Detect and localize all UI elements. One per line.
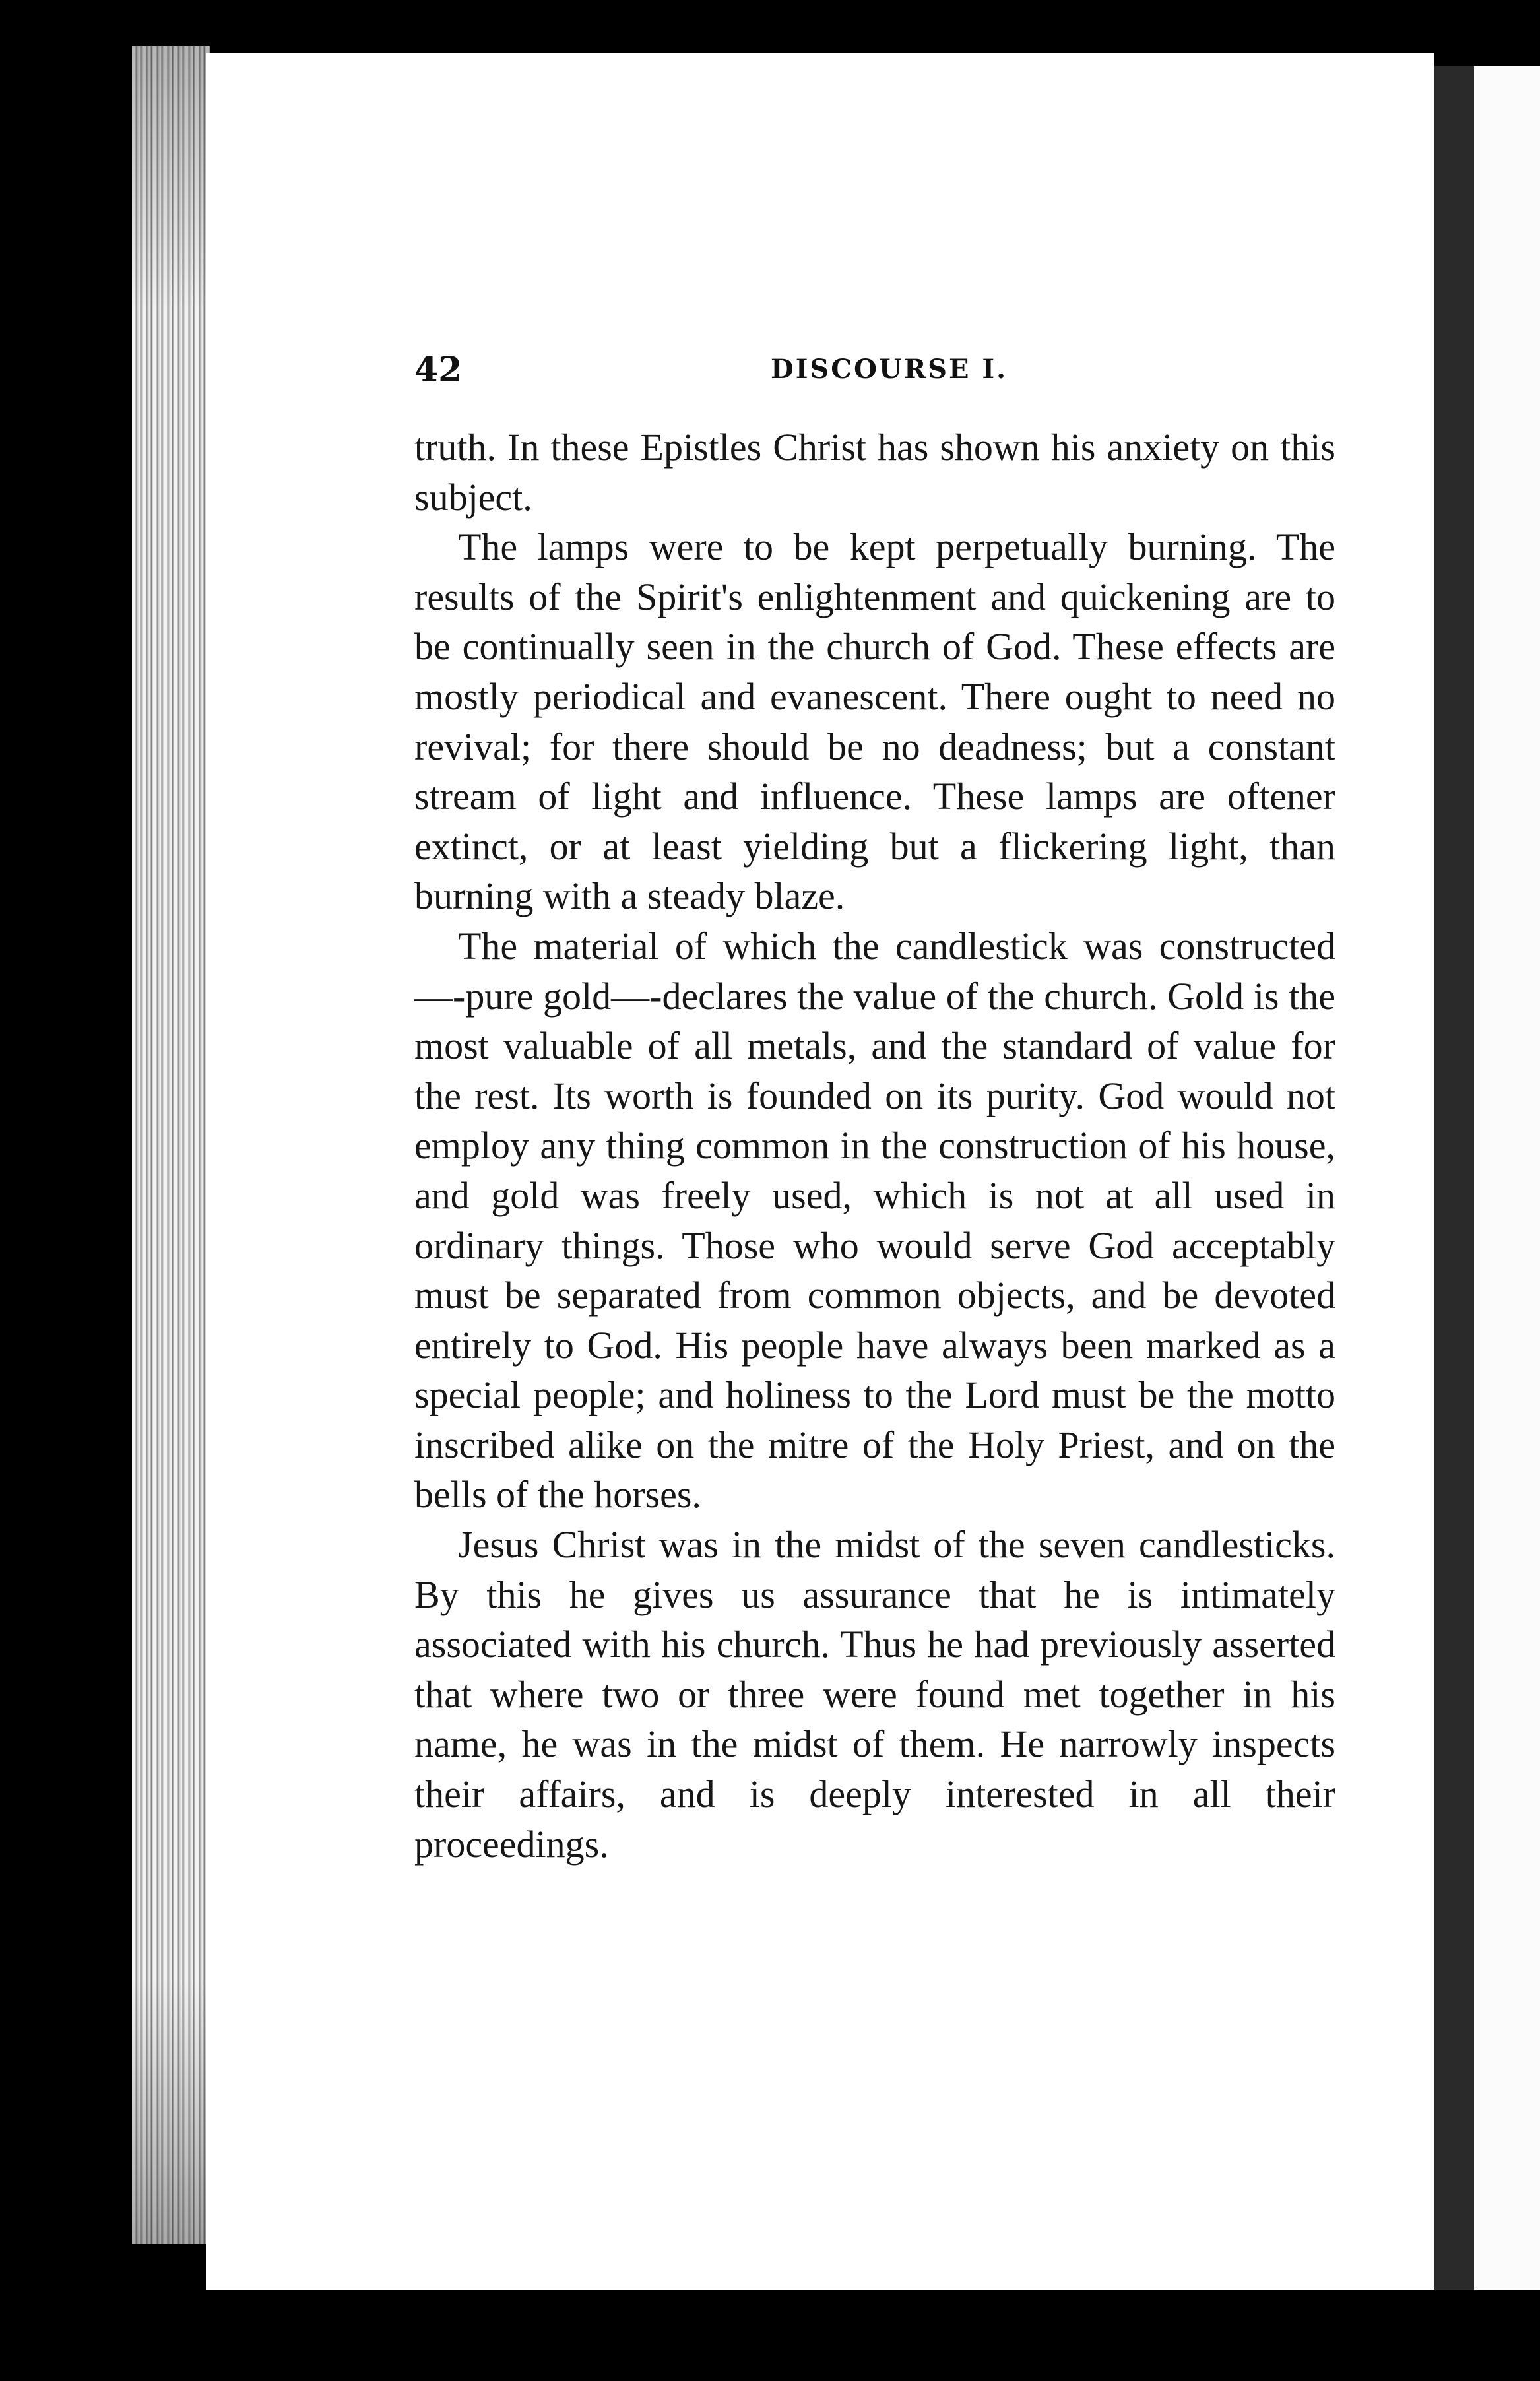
page-header — [414, 343, 1338, 396]
facing-page-edge — [1474, 66, 1540, 2290]
book-gutter — [1434, 66, 1474, 2290]
page-edges — [132, 46, 210, 2244]
running-head: DISCOURSE I. — [771, 354, 1008, 385]
paragraph-continued: truth. In these Epistles Christ has shown his anxiety on this subject. — [414, 426, 1335, 519]
body-text — [414, 422, 1335, 1869]
page-number: 42 — [414, 350, 463, 390]
paragraph: The material of which the candlestick was constructed—-pure gold—-declares the value of the church. Gold is the most valuable of all metals, and the standard of value for the rest. Its worth is founded on its purity. God would not employ any thing common in the construction of his house, and gold was freely used, which is not at all used in ordinary things. Those who would serve God acceptably must be separated from common objects, and be devoted entirely to God. His people have always been marked as a special people; and holiness to the Lord must be the motto inscribed alike on the mitre of the Holy Priest, and on the bells of the horses. — [414, 924, 1335, 1517]
paragraph: Jesus Christ was in the midst of the seven candlesticks. By this he gives us assurance that he is intimately associated with his church. Thus he had previously asserted that where two or three were found met together in his name, he was in the midst of them. He narrowly inspects their affairs, and is deeply interested in all their proceedings. — [414, 1523, 1335, 1866]
paragraph: The lamps were to be kept perpetually burning. The results of the Spirit's enlightenment and quickening are to be continually seen in the church of God. These effects are mostly periodical and evanescent. There ought to need no revival; for there should be no deadness; but a constant stream of light and influence. These lamps are oftener extinct, or at least yielding but a flickering light, than burning with a steady blaze. — [414, 525, 1335, 918]
